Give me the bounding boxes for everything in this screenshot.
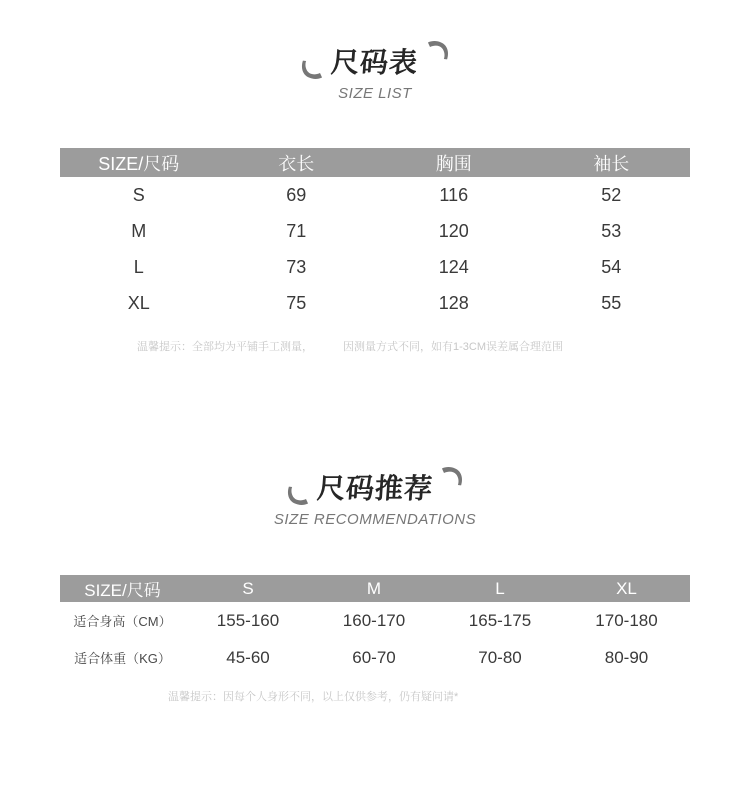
col-header-size: SIZE/尺码 <box>60 148 218 177</box>
size-recommendations-subtitle: SIZE RECOMMENDATIONS <box>273 511 477 528</box>
size-list-note <box>0 340 725 354</box>
value-cell: 45-60 <box>226 647 270 667</box>
value-cell: 60-70 <box>352 647 396 667</box>
value-cell: 120 <box>438 220 469 241</box>
swoosh-right-icon <box>441 464 465 488</box>
value-cell: 52 <box>601 184 622 205</box>
table-row-xl <box>60 285 690 321</box>
row-label-weight: 适合体重（KG） <box>74 651 171 666</box>
value-cell: 75 <box>286 292 307 313</box>
size-recommendations-table <box>60 575 690 676</box>
size-cell: S <box>132 184 145 205</box>
value-cell: 80-90 <box>604 647 649 667</box>
table-row-s <box>60 177 690 213</box>
size-cell: L <box>133 256 144 277</box>
table-row-l <box>60 249 690 285</box>
swoosh-right-icon <box>426 38 450 62</box>
size-list-title: 尺码表 <box>330 47 420 78</box>
size-list-header-row <box>60 148 690 177</box>
size-list-title-row <box>0 46 750 80</box>
size-recommendations-note: 温馨提示：因每个人身形不同，以上仅供参考，仍有疑问请* <box>168 691 459 703</box>
col-header-garment-length: 衣长 <box>218 148 376 177</box>
table-row-height <box>60 602 690 639</box>
value-cell: 165-175 <box>468 610 532 630</box>
value-cell: 155-160 <box>216 610 280 630</box>
col-header-xl: XL <box>563 575 690 602</box>
value-cell: 128 <box>438 292 469 313</box>
recommendations-header-row <box>60 575 690 602</box>
value-cell: 55 <box>601 292 622 313</box>
value-cell: 116 <box>439 184 469 205</box>
col-header-sleeve-length: 袖长 <box>533 148 691 177</box>
value-cell: 54 <box>601 256 622 277</box>
size-cell: M <box>131 220 147 241</box>
col-header-bust: 胸围 <box>375 148 533 177</box>
col-header-m: M <box>311 575 437 602</box>
row-label-height: 适合身高（CM） <box>73 614 172 629</box>
size-recommendations-title: 尺码推荐 <box>315 473 435 504</box>
swoosh-left-icon <box>285 484 309 508</box>
size-list-header <box>0 0 750 102</box>
size-list-table <box>60 148 690 321</box>
table-row-m <box>60 213 690 249</box>
size-cell: XL <box>127 292 150 313</box>
size-recommendations-title-row <box>0 472 750 506</box>
col-header-l: L <box>437 575 563 602</box>
value-cell: 53 <box>601 220 622 241</box>
value-cell: 70-80 <box>478 647 522 667</box>
value-cell: 124 <box>438 256 469 277</box>
value-cell: 69 <box>286 184 307 205</box>
col-header-size: SIZE/尺码 <box>60 575 185 602</box>
value-cell: 71 <box>286 220 307 241</box>
value-cell: 73 <box>286 256 307 277</box>
col-header-s: S <box>185 575 311 602</box>
table-row-weight <box>60 639 690 676</box>
note-measure-right: 因测量方式不同，如有1-3CM误差属合理范围 <box>342 341 563 353</box>
size-recommendations-header <box>0 354 750 528</box>
note-measure-left: 温馨提示：全部均为平铺手工测量， <box>136 341 313 353</box>
value-cell: 160-170 <box>342 610 406 630</box>
swoosh-left-icon <box>299 58 323 82</box>
size-list-subtitle: SIZE LIST <box>338 85 412 102</box>
value-cell: 170-180 <box>595 610 658 630</box>
